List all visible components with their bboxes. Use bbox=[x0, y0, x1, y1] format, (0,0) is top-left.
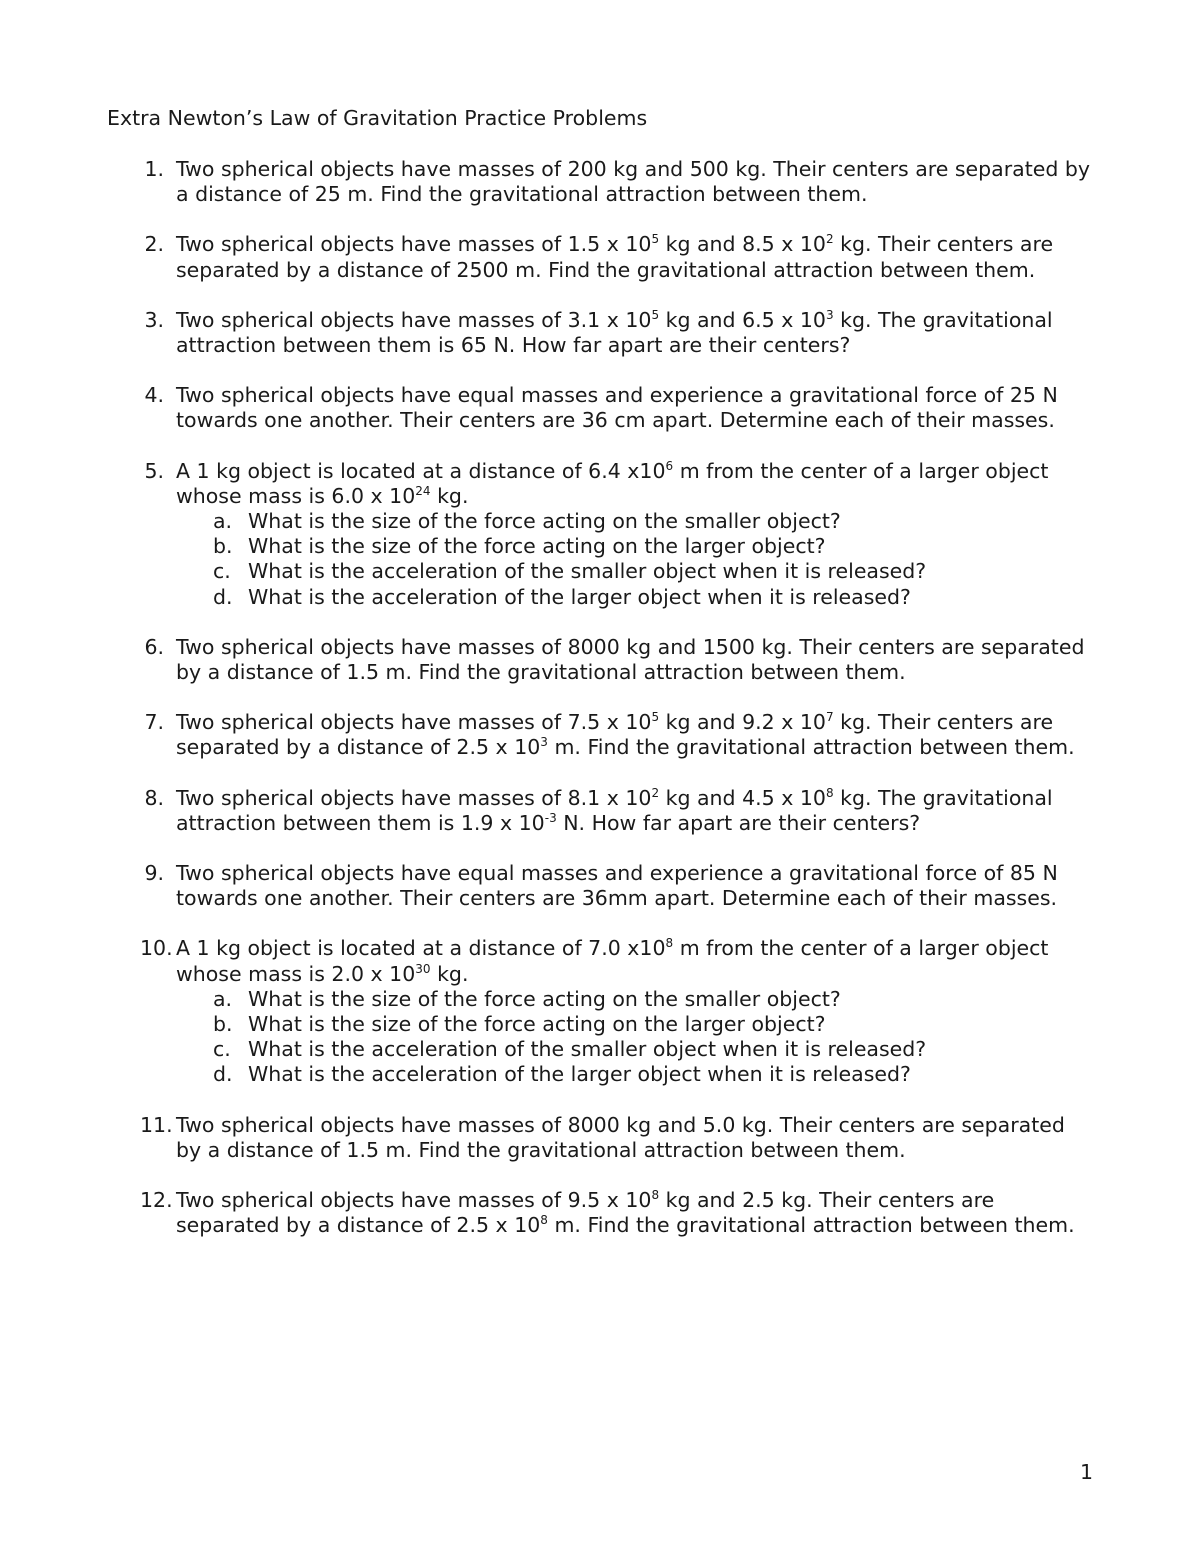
problem-text: Two spherical objects have equal masses and experience a gravitational force of 25 N towards one another. Their centers are 36 cm apart. Determine each of their masses. bbox=[176, 383, 1058, 433]
problem-text: Two spherical objects have masses of 8000 kg and 1500 kg. Their centers are separated by a distance of 1.5 m. Find the gravitational attraction between them. bbox=[176, 634, 1085, 685]
problem-number: 1. bbox=[144, 157, 164, 181]
subquestion-item bbox=[0, 1062, 1200, 1087]
page-title: Extra Newton’s Law of Gravitation Practice Problems bbox=[107, 106, 648, 130]
subquestion-letter: d. bbox=[213, 1062, 233, 1087]
subquestion-text: What is the acceleration of the larger object when it is released? bbox=[248, 584, 911, 609]
problem-text: Two spherical objects have masses of 3.1 x $10^5$ kg and 6.5 x $10^3$ kg. The gravitational attraction between them is 65 N. How far apart are their centers? bbox=[176, 307, 1053, 358]
subquestion-text: What is the acceleration of the smaller object when it is released? bbox=[248, 1037, 927, 1062]
problem-text: Two spherical objects have masses of 200 kg and 500 kg. Their centers are separated by a distance of 25 m. Find the gravitational attraction between them. bbox=[176, 157, 1091, 207]
problem-item bbox=[0, 710, 1200, 760]
problem-text: A 1 kg object is located at a distance of 7.0 $x10^8$ m from the center of a larger object whose mass is 2.0 x $10^{30}$ kg. bbox=[176, 936, 1049, 986]
problem-text: Two spherical objects have masses of 9.5 x $10^8$ kg and 2.5 kg. Their centers are separated by a distance of 2.5 x $10^8$ m. Find the gravitational attraction between them. bbox=[176, 1188, 1075, 1238]
subquestion-item bbox=[0, 509, 1200, 534]
problem-item bbox=[0, 786, 1200, 836]
subquestion-text: What is the size of the force acting on the smaller object? bbox=[248, 509, 841, 534]
problem-number: 9. bbox=[144, 861, 164, 886]
problem-text: Two spherical objects have equal masses and experience a gravitational force of 85 N towards one another. Their centers are 36mm apart. Determine each of their masses. bbox=[176, 861, 1058, 911]
subquestion-item bbox=[0, 1037, 1200, 1062]
subquestion-text: What is the size of the force acting on the smaller object? bbox=[248, 986, 841, 1011]
problem-text: Two spherical objects have masses of 7.5 x $10^5$ kg and 9.2 x $10^7$ kg. Their centers are separated by a distance of 2.5 x $10^3$ m. Find the gravitational attraction between them. bbox=[176, 710, 1075, 760]
subquestion-item bbox=[0, 585, 1200, 610]
problem-item bbox=[0, 383, 1200, 433]
problem-list bbox=[0, 157, 1200, 1264]
problem-number: 10. bbox=[140, 936, 173, 961]
page-number: 1 bbox=[1080, 1460, 1094, 1484]
subquestion-item bbox=[0, 559, 1200, 584]
problem-number: 8. bbox=[144, 785, 164, 810]
problem-text: A 1 kg object is located at a distance of 6.4 $x10^6$ m from the center of a larger object whose mass is 6.0 x $10^{24}$ kg. bbox=[176, 458, 1049, 508]
subquestion-letter: a. bbox=[213, 986, 233, 1011]
problem-number: 3. bbox=[144, 307, 164, 332]
problem-number: 12. bbox=[140, 1188, 173, 1213]
problem-text: Two spherical objects have masses of 1.5 x $10^5$ kg and 8.5 x $10^2$ kg. Their centers are separated by a distance of 2500 m. Find the gravitational attraction between them. bbox=[176, 232, 1054, 282]
subquestion-letter: b. bbox=[213, 1012, 233, 1037]
problem-text: Two spherical objects have masses of 8000 kg and 5.0 kg. Their centers are separated by a distance of 1.5 m. Find the gravitational attraction between them. bbox=[176, 1112, 1065, 1162]
subquestion-text: What is the acceleration of the smaller object when it is released? bbox=[248, 559, 927, 584]
subquestion-item bbox=[0, 534, 1200, 559]
subquestion-letter: b. bbox=[213, 534, 233, 559]
problem-item bbox=[0, 635, 1200, 685]
subquestion-list bbox=[0, 509, 1200, 610]
subquestion-text: What is the size of the force acting on the larger object? bbox=[248, 534, 826, 559]
subquestion-list bbox=[0, 987, 1200, 1088]
problem-item bbox=[0, 861, 1200, 911]
problem-number: 6. bbox=[144, 634, 164, 659]
subquestion-letter: a. bbox=[213, 509, 233, 534]
subquestion-text: What is the acceleration of the larger object when it is released? bbox=[248, 1062, 911, 1087]
problem-number: 7. bbox=[144, 710, 164, 735]
subquestion-item bbox=[0, 987, 1200, 1012]
problem-item bbox=[0, 936, 1200, 1087]
problem-text: Two spherical objects have masses of 8.1 x $10^2$ kg and 4.5 x $10^8$ kg. The gravitational attraction between them is 1.9 x $10^{-3}$ N. How far apart are their centers? bbox=[176, 785, 1053, 835]
problem-item bbox=[0, 1113, 1200, 1163]
problem-item bbox=[0, 1188, 1200, 1238]
problem-number: 4. bbox=[144, 383, 164, 408]
subquestion-item bbox=[0, 1012, 1200, 1037]
problem-number: 11. bbox=[140, 1112, 173, 1137]
problem-item bbox=[0, 157, 1200, 207]
subquestion-text: What is the size of the force acting on the larger object? bbox=[248, 1012, 826, 1037]
problem-number: 2. bbox=[144, 232, 164, 257]
problem-number: 5. bbox=[144, 458, 164, 483]
subquestion-letter: c. bbox=[213, 1037, 231, 1062]
problem-item bbox=[0, 232, 1200, 282]
problem-item bbox=[0, 459, 1200, 610]
subquestion-letter: c. bbox=[213, 559, 231, 584]
subquestion-letter: d. bbox=[213, 584, 233, 609]
problem-item bbox=[0, 308, 1200, 358]
